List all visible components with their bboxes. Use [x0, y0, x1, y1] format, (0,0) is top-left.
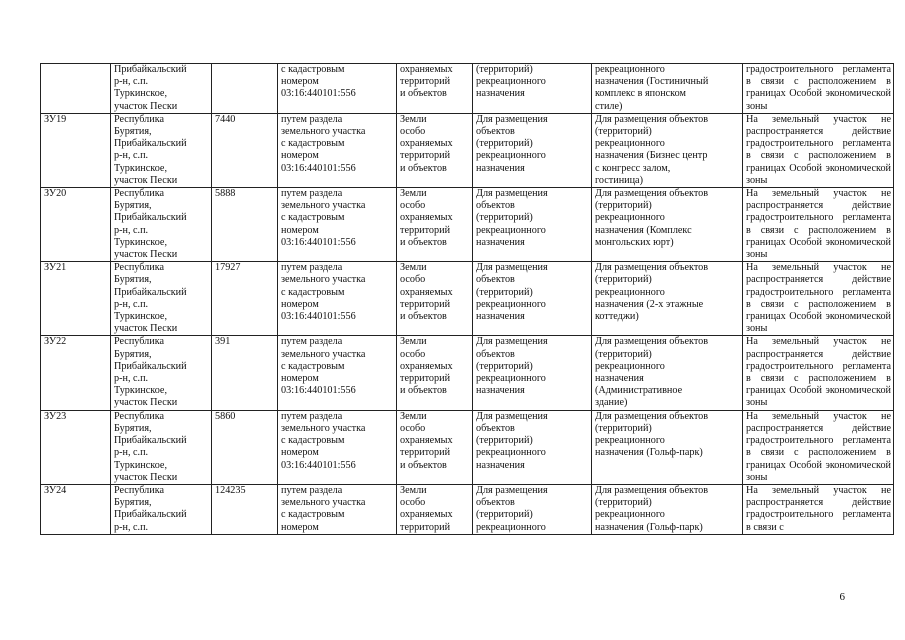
regulation-cell	[743, 113, 894, 187]
plot-purpose: Для размещения объектов (территорий) рекреационного назначения (2-х этажные коттеджи)	[595, 262, 709, 323]
location-cell	[111, 410, 212, 484]
purpose-cell	[592, 113, 743, 187]
page-number: 6	[839, 591, 845, 603]
land-category: Земли особо охраняемых территорий и объектов	[400, 113, 453, 174]
area-cell	[212, 484, 278, 534]
regulation-note: На земельный участок не распространяется действие градостроительного регламента в связи с расположением в границах Особой экономической зоны	[746, 188, 891, 261]
purpose-cell	[592, 336, 743, 410]
method-cell	[278, 188, 397, 262]
plot-id: ЗУ24	[44, 484, 67, 496]
permitted-use: Для размещения объектов (территорий) рекреационного назначения	[476, 262, 548, 323]
regulation-cell	[743, 262, 894, 336]
plot-id-cell	[41, 262, 111, 336]
category-cell	[397, 336, 473, 410]
table-row	[41, 188, 894, 262]
plot-purpose: Для размещения объектов (территорий) рекреационного назначения (Комплекс монгольских юрт)	[595, 188, 709, 248]
plot-area: 17927	[215, 262, 241, 274]
formation-method: путем раздела земельного участка с кадастровым номером	[281, 484, 366, 533]
table-row	[41, 113, 894, 187]
plot-location: Республика Бурятия, Прибайкальский р-н, с.п. Туркинское, участок Пески	[114, 410, 187, 483]
plot-location: Республика Бурятия, Прибайкальский р-н, с.п. Туркинское, участок Пески	[114, 336, 187, 409]
plot-area: 5888	[215, 188, 236, 200]
purpose-cell	[592, 64, 743, 114]
regulation-cell	[743, 188, 894, 262]
plot-id-cell	[41, 410, 111, 484]
purpose-cell	[592, 262, 743, 336]
regulation-cell	[743, 64, 894, 114]
permitted-use: (территорий) рекреационного назначения	[476, 64, 546, 100]
plot-id-cell	[41, 336, 111, 410]
location-cell	[111, 188, 212, 262]
area-cell	[212, 262, 278, 336]
purpose-cell	[592, 484, 743, 534]
plot-id-cell	[41, 188, 111, 262]
formation-method: путем раздела земельного участка с кадастровым номером 03:16:440101:556	[281, 410, 366, 471]
land-category: Земли особо охраняемых территорий и объектов	[400, 188, 453, 248]
area-cell	[212, 188, 278, 262]
permitted-use: Для размещения объектов (территорий) рекреационного назначения	[476, 410, 548, 471]
location-cell	[111, 336, 212, 410]
category-cell	[397, 262, 473, 336]
area-cell	[212, 336, 278, 410]
regulation-cell	[743, 336, 894, 410]
plot-purpose: рекреационного назначения (Гостиничный комплекс в японском стиле)	[595, 64, 709, 112]
regulation-note: На земельный участок не распространяется действие градостроительного регламента в связи с расположением в границах Особой экономической зоны	[746, 336, 891, 409]
plot-purpose: Для размещения объектов (территорий) рекреационного назначения (Гольф-парк)	[595, 410, 709, 459]
plot-purpose: Для размещения объектов (территорий) рекреационного назначения (Бизнес центр с конгресс залом, гостиница)	[595, 113, 709, 186]
regulation-cell	[743, 410, 894, 484]
formation-method: путем раздела земельного участка с кадастровым номером 03:16:440101:556	[281, 113, 366, 174]
use-type-cell	[473, 484, 592, 534]
plot-area: 5860	[215, 410, 236, 422]
plot-area: 124235	[215, 484, 246, 496]
table-row	[41, 336, 894, 410]
land-category: Земли особо охраняемых территорий и объектов	[400, 262, 453, 323]
regulation-note: градостроительного регламента в связи с расположением в границах Особой экономической зоны	[746, 64, 891, 112]
location-cell	[111, 484, 212, 534]
method-cell	[278, 262, 397, 336]
location-cell	[111, 262, 212, 336]
land-category: охраняемых территорий и объектов	[400, 64, 453, 100]
regulation-note: На земельный участок не распространяется действие градостроительного регламента в связи с расположением в границах Особой экономической зоны	[746, 113, 891, 186]
formation-method: путем раздела земельного участка с кадастровым номером 03:16:440101:556	[281, 336, 366, 397]
regulation-note: На земельный участок не распространяется действие градостроительного регламента в связи с	[746, 484, 891, 533]
use-type-cell	[473, 64, 592, 114]
category-cell	[397, 484, 473, 534]
location-cell	[111, 64, 212, 114]
plot-id-cell	[41, 113, 111, 187]
regulation-cell	[743, 484, 894, 534]
permitted-use: Для размещения объектов (территорий) рекреационного назначения	[476, 188, 548, 248]
plot-purpose: Для размещения объектов (территорий) рекреационного назначения (Гольф-парк)	[595, 484, 709, 533]
plot-id: ЗУ20	[44, 188, 67, 200]
area-cell	[212, 64, 278, 114]
table-row	[41, 64, 894, 114]
plot-purpose: Для размещения объектов (территорий) рекреационного назначения (Административное здание)	[595, 336, 709, 409]
plot-area: 7440	[215, 113, 236, 125]
plot-id: ЗУ23	[44, 410, 67, 422]
category-cell	[397, 64, 473, 114]
purpose-cell	[592, 410, 743, 484]
plot-id-cell	[41, 64, 111, 114]
method-cell	[278, 484, 397, 534]
formation-method: с кадастровым номером 03:16:440101:556	[281, 64, 356, 100]
table-row	[41, 484, 894, 534]
land-plots-table	[40, 63, 894, 535]
formation-method: путем раздела земельного участка с кадастровым номером 03:16:440101:556	[281, 262, 366, 323]
method-cell	[278, 113, 397, 187]
category-cell	[397, 113, 473, 187]
permitted-use: Для размещения объектов (территорий) рекреационного	[476, 484, 548, 533]
purpose-cell	[592, 188, 743, 262]
plot-id: ЗУ21	[44, 262, 67, 274]
formation-method: путем раздела земельного участка с кадастровым номером 03:16:440101:556	[281, 188, 366, 248]
location-cell	[111, 113, 212, 187]
plot-location: Республика Бурятия, Прибайкальский р-н, с.п. Туркинское, участок Пески	[114, 113, 187, 186]
permitted-use: Для размещения объектов (территорий) рекреационного назначения	[476, 336, 548, 397]
plot-location: Республика Бурятия, Прибайкальский р-н, с.п. Туркинское, участок Пески	[114, 262, 187, 335]
plot-id-cell	[41, 484, 111, 534]
use-type-cell	[473, 410, 592, 484]
area-cell	[212, 113, 278, 187]
plot-location: Республика Бурятия, Прибайкальский р-н, с.п.	[114, 484, 187, 533]
table-body	[41, 64, 894, 535]
plot-id: ЗУ22	[44, 336, 67, 348]
plot-location: Прибайкальский р-н, с.п. Туркинское, участок Пески	[114, 64, 187, 112]
use-type-cell	[473, 113, 592, 187]
area-cell	[212, 410, 278, 484]
use-type-cell	[473, 188, 592, 262]
use-type-cell	[473, 262, 592, 336]
regulation-note: На земельный участок не распространяется действие градостроительного регламента в связи с расположением в границах Особой экономической зоны	[746, 410, 891, 483]
category-cell	[397, 410, 473, 484]
method-cell	[278, 64, 397, 114]
land-category: Земли особо охраняемых территорий	[400, 484, 453, 533]
permitted-use: Для размещения объектов (территорий) рекреационного назначения	[476, 113, 548, 174]
land-category: Земли особо охраняемых территорий и объектов	[400, 336, 453, 397]
plot-area: 391	[215, 336, 231, 348]
regulation-note: На земельный участок не распространяется действие градостроительного регламента в связи с расположением в границах Особой экономической зоны	[746, 262, 891, 335]
category-cell	[397, 188, 473, 262]
use-type-cell	[473, 336, 592, 410]
plot-location: Республика Бурятия, Прибайкальский р-н, с.п. Туркинское, участок Пески	[114, 188, 187, 261]
plot-id: ЗУ19	[44, 113, 67, 125]
method-cell	[278, 410, 397, 484]
table-row	[41, 410, 894, 484]
table-row	[41, 262, 894, 336]
land-category: Земли особо охраняемых территорий и объектов	[400, 410, 453, 471]
method-cell	[278, 336, 397, 410]
